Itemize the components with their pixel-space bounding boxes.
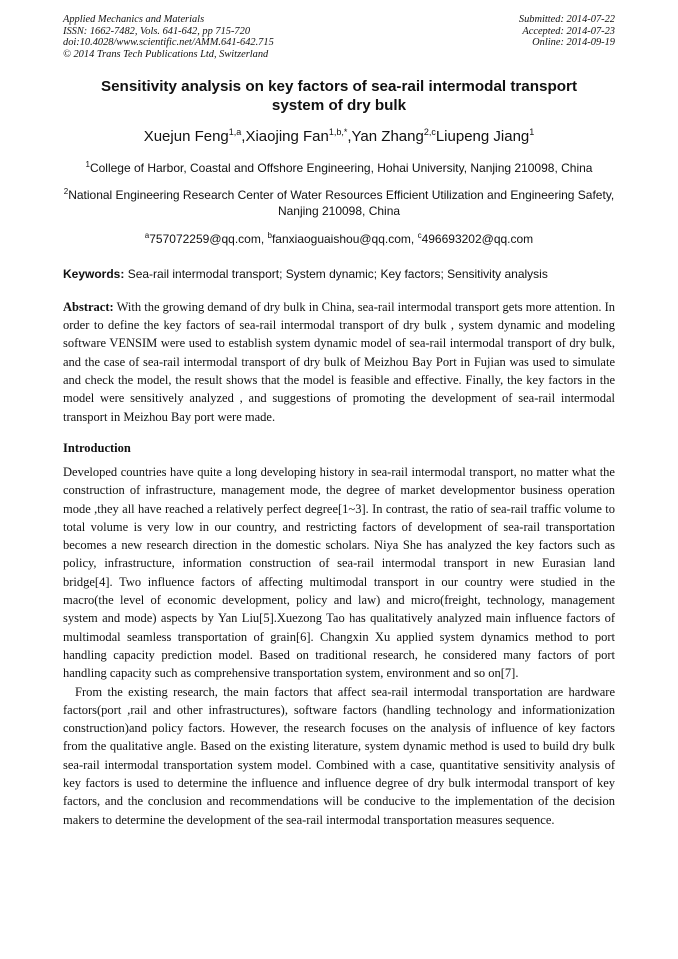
affiliation-1 bbox=[63, 160, 615, 177]
date-online: Online: 2014-09-19 bbox=[532, 37, 615, 49]
author-affil-marker: 1,a bbox=[228, 127, 242, 138]
author-name: Liupeng Jiang bbox=[435, 128, 530, 146]
keywords-text: Sea-rail intermodal transport; System dynamic; Key factors; Sensitivity analysis bbox=[124, 266, 548, 281]
email-marker: a bbox=[144, 230, 150, 240]
journal-header bbox=[63, 14, 615, 60]
journal-info bbox=[63, 14, 274, 60]
keywords bbox=[63, 266, 615, 282]
email-address: 496693202@qq.com bbox=[421, 231, 534, 246]
author-emails bbox=[63, 231, 615, 247]
affiliation-text: National Engineering Research Center of Water Resources Efficient Utilization and Engineering Safety, Nanjing 210098, China bbox=[68, 187, 615, 219]
date-submitted: Submitted: 2014-07-22 bbox=[518, 14, 615, 25]
email-address: fanxiaoguaishou@qq.com, bbox=[271, 231, 418, 246]
date-accepted: Accepted: 2014-07-23 bbox=[522, 25, 615, 37]
author-name: ,Xiaojing Fan bbox=[241, 128, 329, 146]
journal-name: Applied Mechanics and Materials bbox=[63, 14, 205, 25]
abstract-label: Abstract: bbox=[63, 299, 114, 314]
author-name: ,Yan Zhang bbox=[347, 128, 424, 146]
paper-title: Sensitivity analysis on key factors of sea-rail intermodal transport system of dry bulk bbox=[100, 78, 578, 115]
author-affil-marker: 1 bbox=[529, 127, 535, 138]
journal-copyright: © 2014 Trans Tech Publications Ltd, Switzerland bbox=[63, 48, 269, 60]
abstract-text: With the growing demand of dry bulk in China, sea-rail intermodal transport gets more attention. In order to define the key factors of sea-rail intermodal transport of dry bulk , system dynamic and modeling software VENSIM were used to establish system dynamic model of sea-rail intermodal transport of dry bulk, and the case of sea-rail intermodal transport of dry bulk of Meizhou Bay Port in Fujian was used to simulate and check the model, the result shows that the model is feasible and effective. Finally, the key factors in the model were sensitively analyzed , and suggestions of promoting the development of sea-rail intermodal transport in Meizhou Bay port were made. bbox=[63, 299, 615, 424]
affiliation-marker: 1 bbox=[85, 160, 90, 170]
email-marker: b bbox=[267, 230, 272, 240]
affiliation-marker: 2 bbox=[63, 186, 69, 196]
email-marker: c bbox=[417, 230, 422, 240]
journal-doi: doi:10.4028/www.scientific.net/AMM.641-642.715 bbox=[63, 37, 274, 49]
keywords-label: Keywords: bbox=[63, 266, 125, 281]
section-heading-introduction: Introduction bbox=[63, 440, 131, 455]
email-address: 757072259@qq.com, bbox=[149, 231, 268, 246]
author-affil-marker: 2,c bbox=[423, 127, 436, 138]
affiliation-2 bbox=[63, 187, 615, 220]
abstract bbox=[63, 298, 615, 426]
submission-dates bbox=[519, 14, 615, 60]
paragraph: Developed countries have quite a long developing history in sea-rail intermodal transport, no matter what the construction of infrastructure, management mode, the degree of market developmentor business operation mode ,they all have reached a relatively perfect degree[1~3]. In contrast, the ratio of sea-rail traffic volume to total volume is very low in our country, and restricting factors of development of sea-rail transportation becomes a new research direction in the domestic scholars. Niya She has analyzed the key factors such as policy, infrastructure, information construction of sea-rail intermodal transport in new Eurasian land bridge[4]. Two influence factors of affecting multimodal transport in our country were studied in the macro(the level of economic development, policy and law) and micro(freight, technology, management system and mode) aspects by Yan Liu[5].Xuezong Tao has qualitatively analyzed main influence factors of multimodal seamless transportation of grain[6]. Changxin Xu applied system dynamics method to port handling capacity prediction model. Based on traditional research, he considered many factors of port handling capacity such as comprehensive transportation system, environment and so on[7]. bbox=[63, 464, 615, 681]
affiliation-text: College of Harbor, Coastal and Offshore Engineering, Hohai University, Nanjing 210098, China bbox=[89, 161, 593, 176]
author-affil-marker: 1,b,* bbox=[328, 127, 348, 138]
journal-issn: ISSN: 1662-7482, Vols. 641-642, pp 715-720 bbox=[63, 25, 251, 37]
author-list bbox=[63, 128, 615, 146]
paragraph: From the existing research, the main factors that affect sea-rail intermodal transportation are hardware factors(port ,rail and other infrastructures), software factors (handling technology and informationization construction)and policy factors. However, the research focuses on the analysis of influence of key factors from the qualitative angle. Based on the existing literature, system dynamic method is used to build dry bulk sea-rail intermodal transportation system model. Combined with a case, quantitative sensitivity analysis of key factors is used to determine the influence and influence degree of dry bulk intermodal transport of key factors, and the conclusion and recommendations will be conducive to the implementation of the decision makers to determine the development of the sea-rail intermodal transportation measures sequence. bbox=[63, 684, 615, 827]
paper-page bbox=[63, 14, 615, 829]
author-name: Xuejun Feng bbox=[143, 128, 229, 146]
